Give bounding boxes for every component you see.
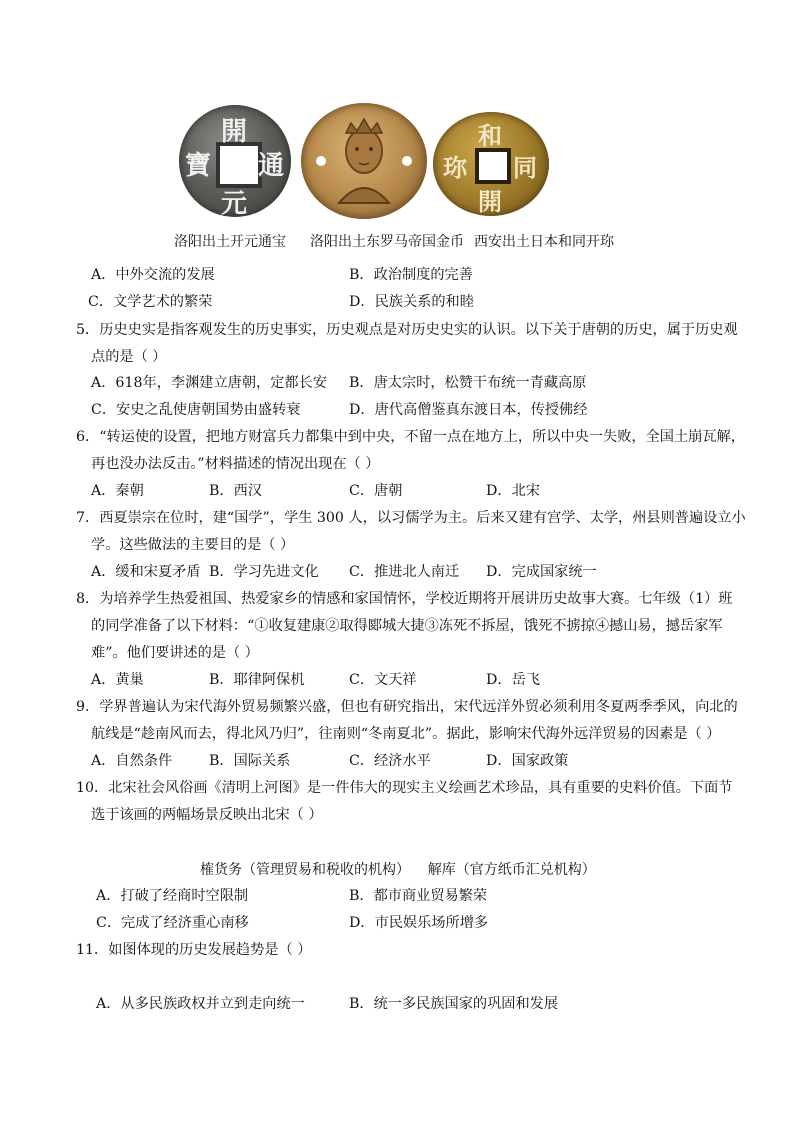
q6-option-b: B．西汉 bbox=[209, 483, 262, 499]
q9-stem-line1: 9．学界普遍认为宋代海外贸易频繁兴盛，但也有研究指出，宋代远洋外贸必须利用冬夏两季季风，向北的 bbox=[76, 699, 738, 715]
q9-option-d: D．国家政策 bbox=[486, 753, 569, 769]
q8-option-b: B．耶律阿保机 bbox=[209, 672, 305, 688]
kaiyuan-tongbao-coin-image bbox=[179, 105, 291, 217]
q10-option-c: C．完成了经济重心南移 bbox=[96, 915, 249, 931]
q4-option-c: C．文学艺术的繁荣 bbox=[88, 294, 213, 310]
wado-kaichin-coin-image bbox=[433, 112, 549, 216]
q5-stem-line2: 点的是（ ） bbox=[91, 349, 167, 365]
q4-option-d: D．民族关系的和睦 bbox=[349, 294, 474, 310]
q6-stem-line1: 6．“转运使的设置，把地方财富兵力都集中到中央，不留一点在地方上，所以中央一失败，全国土崩瓦解， bbox=[76, 429, 745, 445]
q6-option-c: C．唐朝 bbox=[349, 483, 403, 499]
q11-stem-line1: 11．如图体现的历史发展趋势是（ ） bbox=[76, 942, 312, 958]
q10-option-d: D．市民娱乐场所增多 bbox=[349, 915, 489, 931]
q8-option-a: A．黄巢 bbox=[91, 672, 144, 688]
q9-option-c: C．经济水平 bbox=[349, 753, 431, 769]
q6-stem-line2: 再也没办法反击。”材料描述的情况出现在（ ） bbox=[91, 456, 380, 472]
q4-option-b: B．政治制度的完善 bbox=[349, 267, 473, 283]
caption-byzantine: 洛阳出土东罗马帝国金币 bbox=[310, 234, 464, 250]
coin1-char-right: 通 bbox=[258, 151, 285, 181]
q8-stem-line2: 的同学准备了以下材料：“①收复建康②取得郾城大捷③冻死不拆屋，饿死不掳掠④撼山易，撼岳家军 bbox=[91, 618, 723, 634]
q6-option-a: A．秦朝 bbox=[91, 483, 144, 499]
coin1-char-top: 開 bbox=[221, 117, 248, 147]
q11-option-a: A．从多民族政权并立到走向统一 bbox=[96, 996, 305, 1012]
q5-stem-line1: 5．历史史实是指客观发生的历史事实，历史观点是对历史史实的认识。以下关于唐朝的历史，属于历史观 bbox=[76, 322, 738, 338]
q7-option-c: C．推进北人南迁 bbox=[349, 564, 460, 580]
q10-option-b: B．都市商业贸易繁荣 bbox=[349, 888, 488, 904]
coin1-char-left: 寶 bbox=[185, 151, 212, 181]
q9-stem-line2: 航线是“趁南风而去，得北风乃归”，往南则“冬南夏北”。据此，影响宋代海外远洋贸易的因素是（ ） bbox=[91, 726, 721, 742]
q10-stem-line2: 选于该画的两幅场景反映出北宋（ ） bbox=[91, 807, 323, 823]
q5-option-d: D．唐代高僧鉴真东渡日本，传授佛经 bbox=[349, 402, 588, 418]
q8-option-c: C．文天祥 bbox=[349, 672, 417, 688]
q10-image-caption: 榷货务（管理贸易和税收的机构） 解库（官方纸币汇兑机构） bbox=[200, 862, 596, 878]
q6-option-d: D．北宋 bbox=[486, 483, 540, 499]
q7-option-d: D．完成国家统一 bbox=[486, 564, 597, 580]
q9-option-b: B．国际关系 bbox=[209, 753, 291, 769]
q10-stem-line1: 10．北宋社会风俗画《清明上河图》是一件伟大的现实主义绘画艺术珍品，具有重要的史料价值。下面节 bbox=[76, 780, 733, 796]
q7-option-a: A．缓和宋夏矛盾 bbox=[91, 564, 201, 580]
coin3-char-bottom: 開 bbox=[478, 187, 502, 216]
q8-stem-line1: 8．为培养学生热爱祖国、热爱家乡的情感和家国情怀，学校近期将开展讲历史故事大赛。七年级（1）班 bbox=[76, 591, 733, 607]
q9-option-a: A．自然条件 bbox=[91, 753, 173, 769]
q8-stem-line3: 难”。他们要讲述的是（ ） bbox=[91, 645, 259, 661]
caption-kaiyuan: 洛阳出土开元通宝 bbox=[174, 234, 286, 250]
coin3-char-right: 同 bbox=[513, 153, 537, 182]
q11-option-b: B．统一多民族国家的巩固和发展 bbox=[349, 996, 559, 1012]
q5-option-b: B．唐太宗时，松赞干布统一青藏高原 bbox=[349, 375, 587, 391]
byzantine-gold-coin-image bbox=[301, 103, 427, 219]
q4-option-a: A．中外交流的发展 bbox=[91, 267, 215, 283]
q5-option-c: C．安史之乱使唐朝国势由盛转衰 bbox=[91, 402, 301, 418]
coin3-char-top: 和 bbox=[478, 121, 502, 150]
coin1-char-bottom: 元 bbox=[221, 189, 248, 219]
q8-option-d: D．岳飞 bbox=[486, 672, 540, 688]
caption-wado: 西安出土日本和同开珎 bbox=[474, 234, 614, 250]
q5-option-a: A．618年，李渊建立唐朝，定都长安 bbox=[91, 375, 327, 391]
coin3-char-left: 珎 bbox=[443, 153, 467, 182]
q10-option-a: A．打破了经商时空限制 bbox=[96, 888, 249, 904]
q7-stem-line1: 7．西夏崇宗在位时，建“国学”，学生 300 人，以习儒学为主。后来又建有宫学、太学，州县则普遍设立小 bbox=[76, 510, 746, 526]
q7-stem-line2: 学。这些做法的主要目的是（ ） bbox=[91, 537, 295, 553]
q7-option-b: B．学习先进文化 bbox=[209, 564, 319, 580]
